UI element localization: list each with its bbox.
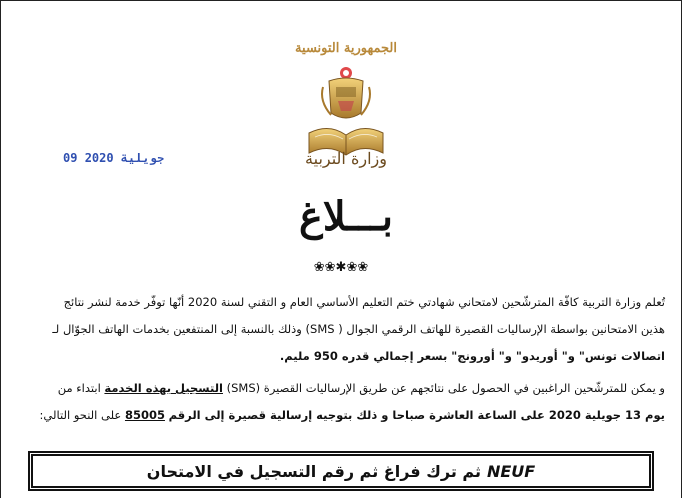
body-line-4-part-a: و يمكن للمترشّحين الراغبين في الحصول على نتائجهم عن طريق الإرساليات القصيرة (SMS): [226, 381, 665, 395]
body-line-3: اتصالات تونس" و" أوريدو" و" أورونج" بسعر إجمالي قدره 950 مليم.: [279, 349, 665, 363]
body-line-5-part-a: يوم 13 جويلية 2020 على الساعة العاشرة صباحا و ذلك بتوجيه إرسالية قصيرة إلى الرقم: [168, 408, 665, 422]
sms-keyword: NEUF: [486, 461, 536, 481]
ornament-divider: ❀❀✱❀❀: [313, 260, 369, 275]
body-line-5: [25, 408, 665, 422]
body-line-5-part-c: على النحو التالي:: [39, 408, 122, 422]
sms-number: 85005: [124, 408, 165, 422]
sms-format-box: [31, 454, 651, 488]
body-line-4-part-c: ابتداء من: [57, 381, 101, 395]
registration-highlight: التسجيل بهذه الخدمة: [104, 381, 223, 395]
body-line-1: تُعلم وزارة التربية كافّة المترشّحين لامتحاني شهادتي ختم التعليم الأساسي العام و التقني لسنة 2020 أنّها توفّر خدمة لنشر نتائج: [63, 295, 665, 309]
ministry-name: وزارة التربية: [305, 149, 387, 168]
body-line-2: هذين الامتحانين بواسطة الإرساليات القصيرة للهاتف الرقمي الجوال ( SMS) وذلك بالنسبة إلى المنتفعين بخدمات الهاتف الجوّال لـ: [52, 322, 665, 336]
sms-format-text: ثم ترك فراغ ثم رقم التسجيل في الامتحان: [146, 461, 481, 481]
announcement-title: بـــلاغ: [298, 193, 394, 240]
body-line-4: [25, 381, 665, 395]
date-stamp: 09 جويلية 2020: [63, 151, 165, 165]
republic-header: الجمهورية التونسية: [295, 41, 397, 56]
